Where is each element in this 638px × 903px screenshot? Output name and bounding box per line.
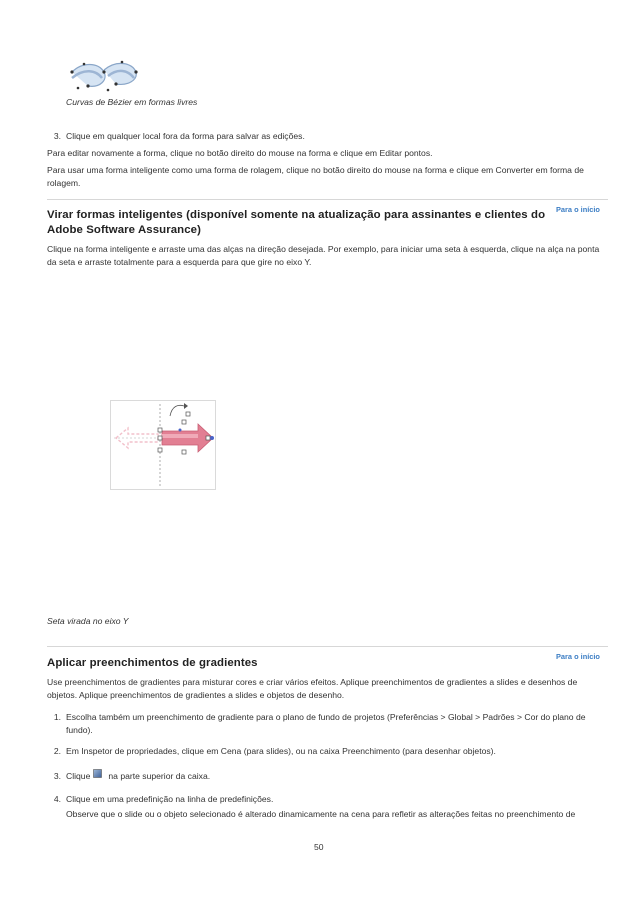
list-item (47, 745, 496, 758)
list-text: Clique em qualquer local fora da forma para salvar as edições. (66, 131, 305, 141)
list-number: 1. (53, 712, 61, 722)
heading-line: Adobe Software Assurance) (47, 224, 201, 236)
list-number: 4. (53, 794, 61, 804)
paragraph (47, 676, 577, 702)
paragraph-line: Para usar uma forma inteligente como uma forma de rolagem, clique no botão direito do mouse na forma e clique em Converter em forma de (47, 165, 584, 175)
list-number: 3. (53, 771, 61, 781)
list-item (47, 711, 586, 737)
list-text: na parte superior da caixa. (108, 771, 211, 781)
section-divider (47, 199, 608, 200)
section-heading (47, 208, 567, 238)
paragraph: Para editar novamente a forma, clique no botão direito do mouse na forma e clique em Editar pontos. (47, 148, 433, 158)
figure-caption: Seta virada no eixo Y (47, 616, 129, 626)
paragraph-line: Clique na forma inteligente e arraste uma das alças na direção desejada. Por exemplo, para iniciar uma seta à esquerda, clique na alça na ponta (47, 244, 600, 254)
paragraph-line: rolagem. (47, 178, 81, 188)
list-item (47, 130, 305, 143)
paragraph (47, 243, 599, 269)
list-text: Clique em uma predefinição na linha de predefinições. (66, 794, 274, 804)
list-text: fundo). (66, 725, 93, 735)
heading-line: Virar formas inteligentes (disponível somente na atualização para assinantes e clientes do (47, 209, 546, 221)
list-text: Escolha também um preenchimento de gradiente para o plano de fundo de projetos (Preferências > Global > Padrões > Cor do plano de (66, 712, 586, 722)
figure-caption: Curvas de Bézier em formas livres (66, 97, 198, 107)
list-text: Clique (66, 771, 91, 781)
list-text: Em Inspetor de propriedades, clique em Cena (para slides), ou na caixa Preenchimento (para desenhar objetos). (66, 746, 496, 756)
list-note: Observe que o slide ou o objeto selecionado é alterado dinamicamente na cena para refletir as alterações feitas no preenchimento de (66, 809, 576, 819)
list-number: 3. (53, 131, 61, 141)
page-number: 50 (314, 842, 324, 852)
paragraph-line: Use preenchimentos de gradientes para misturar cores e criar vários efeitos. Aplique preenchimentos de gradientes a slides e desenhos de (47, 677, 578, 687)
section-divider (47, 646, 608, 647)
back-to-top-link[interactable]: Para o início (556, 652, 600, 661)
flipped-arrow-image (110, 400, 216, 490)
bezier-curves-image (64, 58, 144, 94)
paragraph-line: da seta e arraste totalmente para a esquerda para que gire no eixo Y. (47, 257, 312, 267)
list-number: 2. (53, 746, 61, 756)
paragraph-line: objetos. Aplique preenchimentos de gradientes a slides e objetos de desenho. (47, 690, 345, 700)
list-item (47, 793, 575, 821)
list-item (47, 769, 210, 783)
gradient-fill-icon (93, 769, 102, 778)
section-heading: Aplicar preenchimentos de gradientes (47, 657, 258, 669)
paragraph (47, 164, 584, 190)
back-to-top-link[interactable]: Para o início (556, 205, 600, 214)
